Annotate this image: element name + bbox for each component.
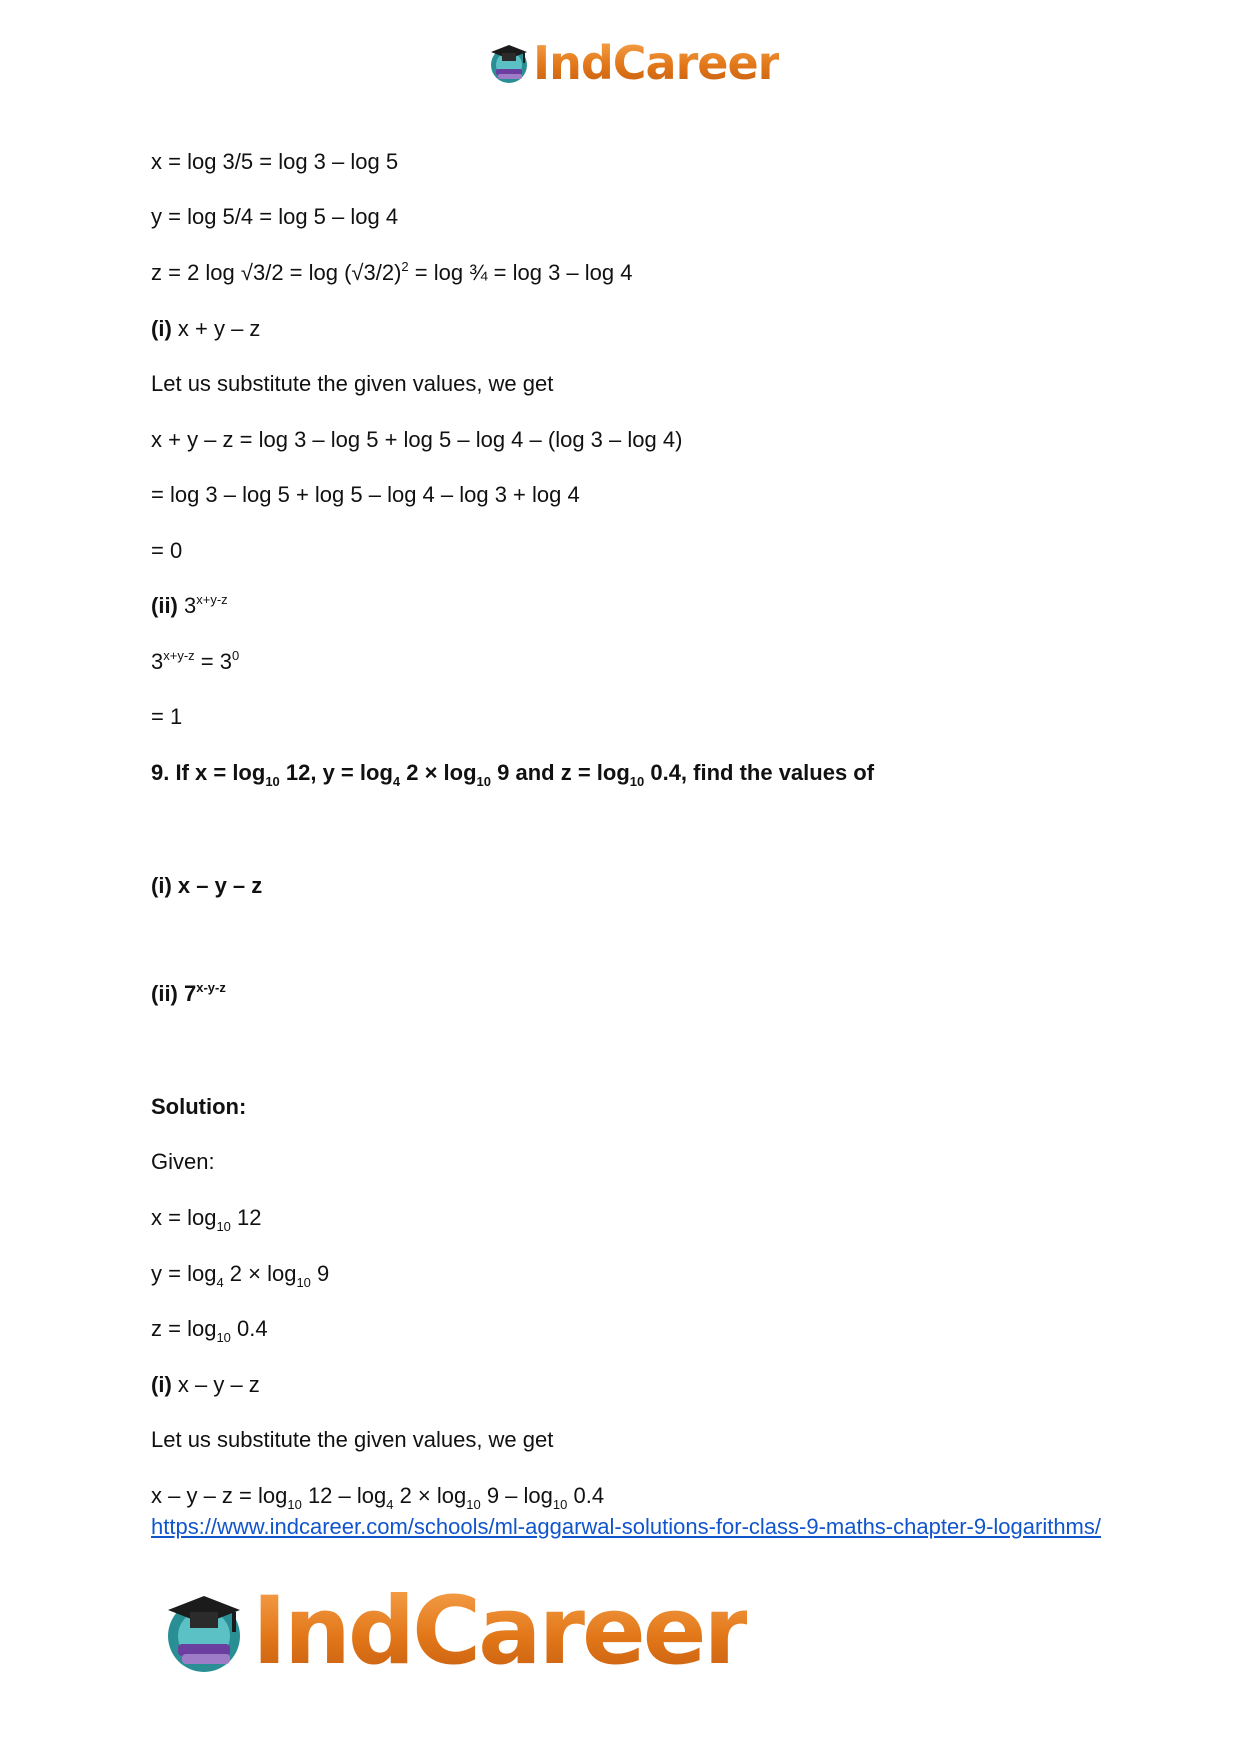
text-segment: = 3	[194, 649, 232, 674]
line-4	[151, 315, 260, 343]
text-segment: y = log 5/4 = log 5 – log 4	[151, 204, 399, 229]
text-segment: 9	[310, 1261, 330, 1286]
subscript: 4	[386, 1497, 394, 1512]
text-segment: = log 3 – log 5 + log 5 – log 4 – log 3 + log 4	[151, 482, 580, 507]
text-segment: 2 × log	[400, 760, 477, 785]
subscript: 10	[296, 1275, 311, 1290]
question-part-ii	[151, 980, 226, 1008]
text-segment: 12, y = log	[279, 760, 393, 785]
header-logo	[487, 36, 780, 90]
logo-text: IndCareer	[533, 36, 780, 90]
text-segment: x + y – z = log 3 – log 5 + log 5 – log 4 – (log 3 – log 4)	[151, 427, 683, 452]
question-part-i	[151, 872, 262, 900]
line-y-def	[151, 1260, 329, 1288]
text-segment: 9 and z = log	[491, 760, 630, 785]
line-5	[151, 370, 553, 398]
superscript: 2	[401, 259, 409, 274]
text-segment: z = 2 log √3/2 = log (√3/2)	[151, 260, 402, 285]
text-segment: x – y – z = log	[151, 1483, 288, 1508]
question-9	[151, 759, 874, 787]
line-part-i	[151, 1371, 260, 1399]
superscript: x+y-z	[163, 648, 195, 663]
text-segment: Let us substitute the given values, we get	[151, 371, 554, 396]
line-10	[151, 648, 239, 676]
subscript: 10	[629, 774, 645, 789]
subscript: 4	[216, 1275, 224, 1290]
text-segment: Given:	[151, 1149, 215, 1174]
text-segment: y = log	[151, 1261, 217, 1286]
text-segment: 2 × log	[393, 1483, 467, 1508]
subscript: 10	[476, 774, 492, 789]
subscript: 10	[216, 1219, 231, 1234]
text-segment: z = log	[151, 1316, 217, 1341]
subscript: 10	[265, 774, 280, 789]
text-segment: x + y – z	[171, 316, 261, 341]
text-segment: (i) x – y – z	[151, 873, 263, 898]
logo-text: IndCareer	[252, 1577, 747, 1686]
text-segment: (i)	[151, 316, 172, 341]
text-segment: 12 – log	[301, 1483, 387, 1508]
subscript: 10	[216, 1330, 231, 1345]
text-segment: Let us substitute the given values, we get	[151, 1427, 554, 1452]
graduation-book-icon	[160, 1588, 248, 1676]
text-segment: 9. If x = log	[151, 760, 266, 785]
text-segment: x = log 3/5 = log 3 – log 5	[151, 149, 399, 174]
solution-heading	[151, 1093, 246, 1121]
line-z-def	[151, 1315, 268, 1343]
line-substitute	[151, 1426, 553, 1454]
line-3	[151, 259, 632, 287]
text-segment: (i)	[151, 1372, 172, 1397]
text-segment: (ii)	[151, 593, 178, 618]
superscript: 0	[231, 648, 240, 663]
subscript: 10	[552, 1497, 568, 1512]
line-11	[151, 703, 182, 731]
footer-logo	[160, 1577, 747, 1686]
line-7	[151, 481, 580, 509]
text-segment: 0.4, find the values of	[644, 760, 875, 785]
line-given	[151, 1148, 215, 1176]
text-segment: 3	[177, 593, 197, 618]
text-segment: x – y – z	[171, 1372, 260, 1397]
text-segment: (ii) 7	[151, 981, 197, 1006]
line-6	[151, 426, 682, 454]
line-1	[151, 148, 398, 176]
text-segment: 2 × log	[223, 1261, 297, 1286]
line-8	[151, 537, 182, 565]
graduation-book-icon	[487, 41, 531, 85]
superscript: x-y-z	[196, 980, 226, 995]
text-segment: Solution:	[151, 1094, 247, 1119]
superscript: x+y-z	[196, 592, 228, 607]
subscript: 10	[287, 1497, 302, 1512]
text-segment: = 1	[151, 704, 183, 729]
text-segment: x = log	[151, 1205, 217, 1230]
text-segment: = log ¾ = log 3 – log 4	[408, 260, 633, 285]
subscript: 4	[392, 774, 401, 789]
text-segment: 0.4	[230, 1316, 268, 1341]
line-9	[151, 592, 228, 620]
text-segment: 3	[151, 649, 164, 674]
text-segment: 9 – log	[480, 1483, 553, 1508]
line-2	[151, 203, 398, 231]
subscript: 10	[466, 1497, 481, 1512]
text-segment: = 0	[151, 538, 183, 563]
source-link[interactable]: https://www.indcareer.com/schools/ml-aggarwal-solutions-for-class-9-maths-chapter-9-logarithms/	[151, 1514, 1101, 1539]
line-expression	[151, 1482, 604, 1510]
text-segment: 0.4	[567, 1483, 605, 1508]
line-x-def	[151, 1204, 262, 1232]
text-segment: 12	[230, 1205, 262, 1230]
